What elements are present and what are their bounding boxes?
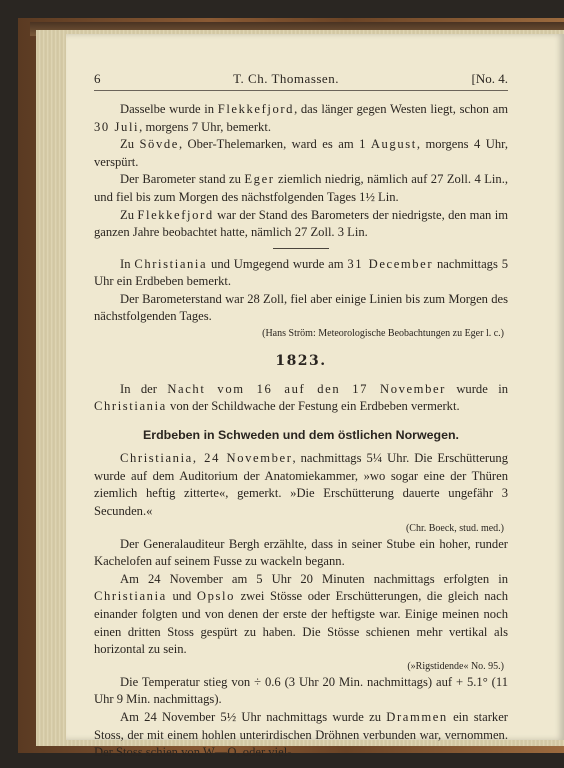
paragraph: Der Generalauditeur Bergh erzählte, dass in seiner Stube ein hoher, runder Kachelofen auf seinem Fusse zu wackeln begann. [94, 536, 508, 569]
page-number: 6 [94, 71, 101, 86]
paragraph: Dasselbe wurde in Flekkefjord, das länger gegen Westen liegt, schon am 30 Juli, morgens 7 Uhr, bemerkt. [94, 102, 508, 134]
paragraph: Der Barometer stand zu Eger ziemlich niedrig, nämlich auf 27 Zoll. 4 Lin., und fiel bis zum Morgen des nächstfolgenden Tages 1½ Lin. [94, 172, 508, 204]
paragraph: Zu Flekkefjord war der Stand des Barometers der niedrigste, den man im ganzen Jahre beobachtet hatte, nämlich 27 Zoll. 3 Lin. [94, 207, 508, 240]
source-citation: (Hans Ström: Meteorologische Beobachtungen zu Eger l. c.) [262, 327, 504, 339]
issue-number: [No. 4. [471, 71, 508, 86]
running-header [94, 70, 508, 91]
source-citation: (Chr. Boeck, stud. med.) [405, 522, 504, 534]
paragraph: Am 24 November 5½ Uhr nachmittags wurde zu Drammen ein starker Stoss, der mit einem hohlen unterirdischen Dröhnen verbunden war, vernommen. Der Stoss schien von W—O, oder viel- [94, 710, 508, 760]
paragraph: Am 24 November am 5 Uhr 20 Minuten nachmittags erfolgten in Christiania und Opslo zwei Stösse oder Erschütterungen, die gleich nach einander folgten und von denen der erste der heftigste war. Einige meinen noch einen dritten Stoss gespürt zu haben. Die Stösse schienen mehr vertikal als horizontal zu sein. [94, 571, 508, 657]
source-citation: (»Rigstidende« No. 95.) [407, 660, 504, 672]
section-divider [273, 248, 329, 249]
paragraph: Der Barometerstand war 28 Zoll, fiel aber einige Linien bis zum Morgen des nächstfolgenden Tages. [94, 291, 508, 324]
section-heading: Erdbeben in Schweden und dem östlichen Norwegen. [142, 427, 459, 442]
page-content [94, 70, 508, 762]
paragraph: Die Temperatur stieg von ÷ 0.6 (3 Uhr 20 Min. nachmittags) auf + 5.1° (11 Uhr 9 Min. nachmittags). [94, 674, 508, 707]
paragraph: Zu Sövde, Ober-Thelemarken, ward es am 1 August, morgens 4 Uhr, verspürt. [94, 137, 509, 169]
paragraph: In der Nacht vom 16 auf den 17 November wurde in Christiania von der Schildwache der Festung ein Erdbeben vermerkt. [94, 381, 508, 414]
running-title: T. Ch. Thomassen. [233, 71, 339, 86]
paragraph: In Christiania und Umgegend wurde am 31 December nachmittags 5 Uhr ein Erdbeben bemerkt. [94, 256, 508, 289]
year-heading: 1823. [275, 352, 327, 369]
paragraph: Christiania, 24 November, nachmittags 5¼ Uhr. Die Erschütterung wurde auf dem Auditorium der Anatomiekammer, »wo sogar eine der Thüren ziemlich heftig zitterte«, gemerkt. »Die Erschütterung dauerte ungefähr 3 Secunden.« [94, 451, 508, 519]
